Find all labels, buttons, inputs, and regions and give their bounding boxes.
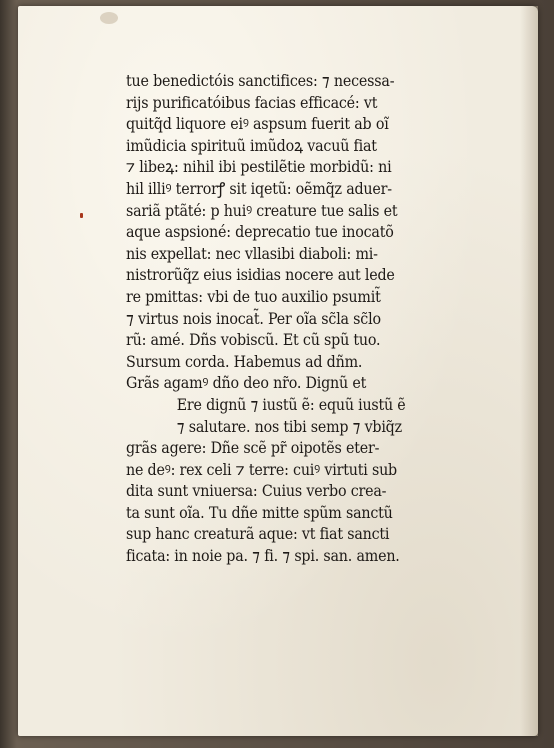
text-line: rũ: amé. Dñs vobiscũ. Et cũ spũ tuo.: [126, 330, 381, 350]
book-page: [18, 6, 538, 736]
text-line: ficata: in noie pa. ⁊ fi. ⁊ spi. san. amen.: [126, 546, 400, 566]
text-line: rijs purificatóibus facias efficacé: vt: [126, 92, 378, 112]
text-line: Sursum corda. Habemus ad dñm.: [126, 351, 363, 371]
text-line: ta sunt oĩa. Tu dñe mitte spũm sanctũ: [126, 502, 393, 522]
text-line: aque aspsioné: deprecatio tue inocatõ: [126, 222, 394, 242]
text-line: ne deꝰ: rex celi ⁊ terre: cuiꝰ virtuti sub: [126, 459, 397, 479]
text-line: ⁊ libeꝝ: nihil ibi pestilẽtie morbidũ: ni: [126, 157, 392, 177]
text-line: Grãs agamꝰ dño deo nr̃o. Dignũ et: [126, 373, 367, 393]
text-line: ⁊ virtus nois inocat̃. Per oĩa sc̃la sc̃lo: [126, 308, 381, 328]
text-line: sup hanc creaturã aque: vt fiat sancti: [126, 524, 390, 544]
text-line: ⁊ salutare. nos tibi semp ⁊ vbiq̃z: [176, 416, 402, 436]
text-line: quitq̃d liquore eiꝰ aspsum fuerit ab oĩ: [126, 114, 389, 134]
paper-stain: [100, 12, 118, 24]
text-line: re pmittas: vbi de tuo auxilio psumit̃: [126, 286, 381, 306]
text-line: dita sunt vniuersa: Cuius verbo crea-: [126, 481, 387, 501]
text-line: grãs agere: Dñe scẽ pr̃ oipotẽs eter-: [126, 438, 380, 458]
text-block: [126, 70, 506, 567]
page-edge-shadow: [520, 6, 538, 736]
rubric-mark: [80, 213, 83, 218]
text-line: tue benedictóis sanctifices: ⁊ necessa-: [126, 71, 395, 90]
text-line: imũdicia spirituũ imũdoꝝ vacuũ fiat: [126, 135, 377, 155]
text-line: nistrorũq̃z eius isidias nocere aut lede: [126, 265, 395, 285]
text-line: Ere dignũ ⁊ iustũ ẽ: equũ iustũ ẽ: [176, 394, 406, 414]
text-line: hil illiꝰ terrorꝭ sit iqetũ: oẽmq̃z aduer-: [126, 178, 392, 198]
text-line: sariã ptãté: p huiꝰ creature tue salis et: [126, 200, 398, 220]
text-line: nis expellat: nec vllasibi diaboli: mi-: [126, 243, 378, 263]
